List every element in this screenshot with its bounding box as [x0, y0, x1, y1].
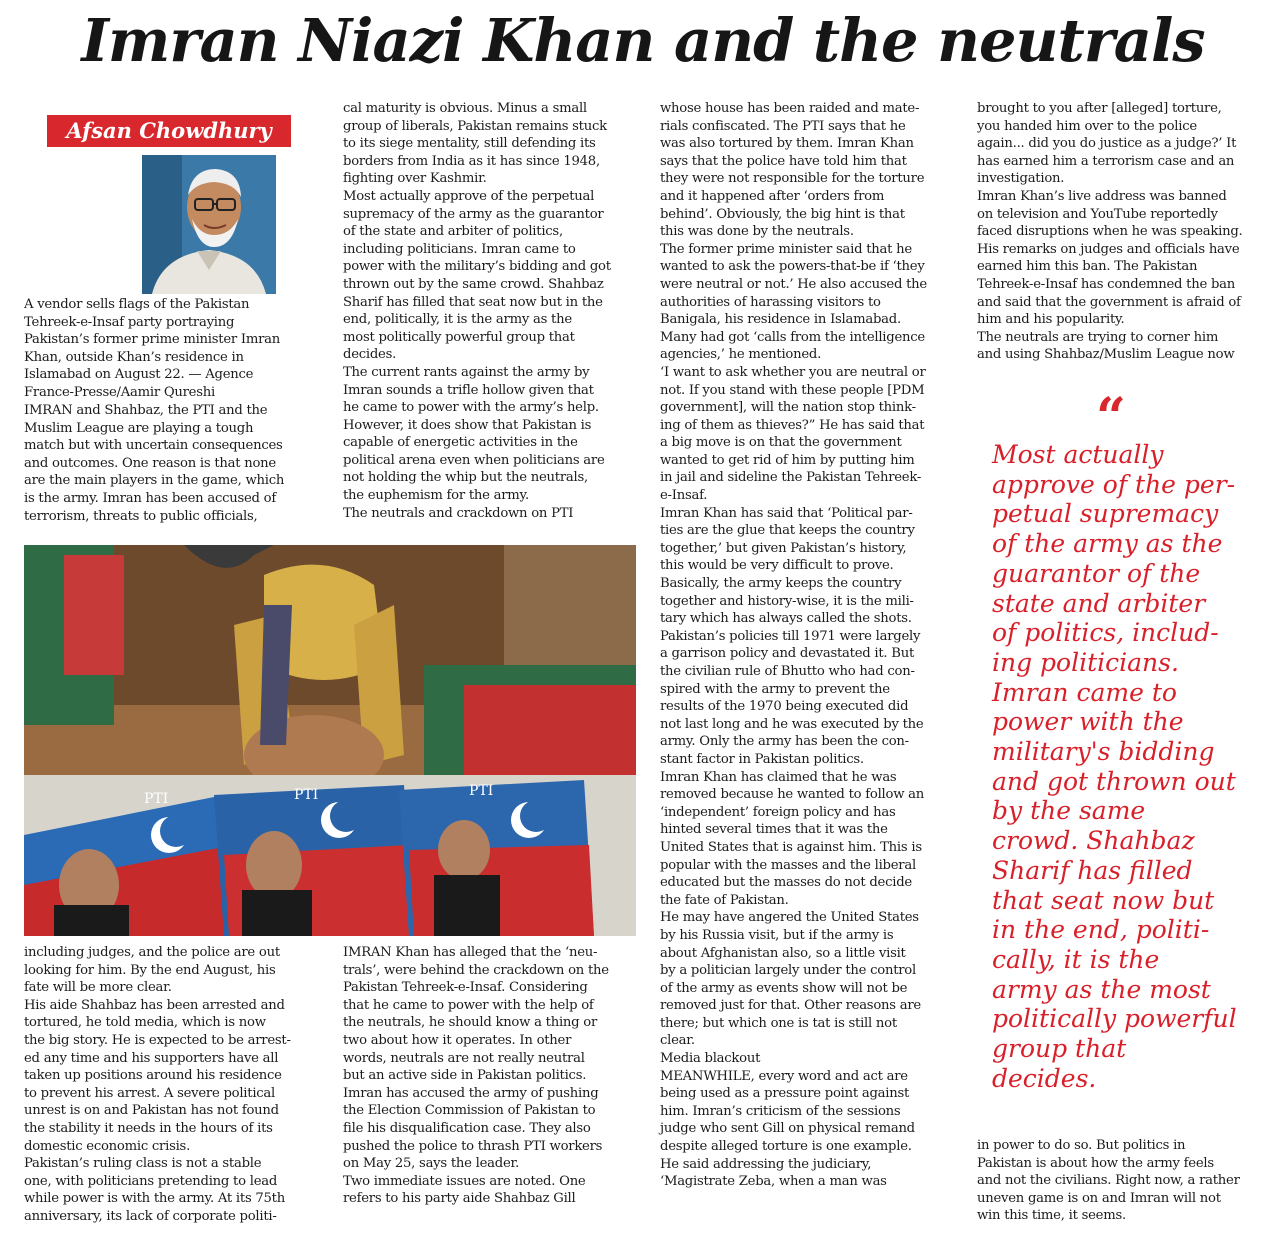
column-4-bottom-text: in power to do so. But politics in Pakistan is about how the army feels and not the civilians. Right now, a rather uneven game is on and Imran will not win this time, it seems.	[977, 1138, 1240, 1224]
column-1-bottom-text: including judges, and the police are out looking for him. By the end August, his fate will be more clear. His aide Shahbaz has been arrested and tortured, he told media, which is now the big story. He is expected to be arrest- ed any time and his supporters have all taken up positions around his residence to prevent his arrest. A severe political unrest is on and Pakistan has not found the stability it needs in the hours of its domestic economic crisis. Pakistan’s ruling class is not a stable one, with politicians pretending to lead while power is with the army. At its 75th anniversary, its lack of corporate politi-	[24, 945, 291, 1224]
column-1-top	[24, 402, 324, 525]
vendor-flags-photo	[24, 545, 636, 936]
quote-mark-icon: “	[1096, 387, 1126, 448]
column-1-bottom	[24, 944, 324, 1226]
column-2-bottom	[343, 944, 643, 1208]
photo-caption	[24, 296, 324, 402]
byline-badge: Afsan Chowdhury	[47, 115, 291, 147]
flag-label-1: PTI	[144, 791, 169, 807]
column-2-top	[343, 100, 643, 522]
flag-label-2: PTI	[294, 787, 319, 803]
column-4-bottom	[977, 1137, 1277, 1225]
headline: Imran Niazi Khan and the neutrals	[81, 6, 1205, 75]
pull-quote: Most actually approve of the per- petual supremacy of the army as the guarantor of the state and arbiter of politics, includ- ing politicians. Imran came to power with the military's bidding and got thrown out by the same crowd. Shahbaz Sharif has filled that seat now but in the end, politi- cally, it is the army as the most politically powerful group that decides.	[992, 440, 1237, 1093]
column-3-text: whose house has been raided and mate- rials confiscated. The PTI says that he was also tortured by them. Imran Khan says that the police have told him that they were not responsible for the torture and it happened after ‘orders from behind’. Obviously, the big hint is that this was done by the neutrals. The former prime minister said that he wanted to ask the powers-that-be if ‘they were neutral or not.’ He also accused the authorities of harassing visitors to Banigala, his residence in Islamabad. Many had got ‘calls from the intelligence agencies,’ he mentioned. ‘I want to ask whether you are neutral or not. If you stand with these people [PDM government], will the nation stop think- ing of them as thieves?” He has said that a big move is on that the government wanted to get rid of him by putting him in jail and sideline the Pakistan Tehreek- e-Insaf. Imran Khan has said that ‘Political par- ties are the glue that keeps the country together,’ but given Pakistan’s history, this would be very difficult to prove. Basically, the army keeps the country together and history-wise, it is the mili- tary which has always called the shots. Pakistan’s policies till 1971 were largely a garrison policy and devastated it. But the civilian rule of Bhutto who had con- spired with the army to prevent the results of the 1970 being executed did not last long and he was executed by the army. Only the army has been the con- stant factor in Pakistan politics. Imran Khan has claimed that he was removed because he wanted to follow an ‘independent’ foreign policy and has hinted several times that it was the United States that is against him. This is popular with the masses and the liberal educated but the masses do not decide the fate of Pakistan. He may have angered the United States by his Russia visit, but if the army is about Afghanistan also, so a little visit by a politician largely under the control of the army as events show will not be removed just for that. Other reasons are there; but which one is tat is still not clear. Media blackout MEANWHILE, every word and act are being used as a pressure point against him. Imran’s criticism of the sessions judge who sent Gill on physical remand despite alleged torture is one example. He said addressing the judiciary, ‘Magistrate Zeba, when a man was	[660, 101, 927, 1190]
photo-caption-text: A vendor sells flags of the Pakistan Tehreek-e-Insaf party portraying Pakistan’s former prime minister Imran Khan, outside Khan’s residence in Islamabad on August 22. — Agence France-Presse/Aamir Qureshi	[24, 297, 280, 400]
column-4-top	[977, 100, 1277, 364]
column-2-bottom-text: IMRAN Khan has alleged that the ‘neu- trals’, were behind the crackdown on the Pakistan Tehreek-e-Insaf. Considering that he came to power with the help of the neutrals, he should know a thing or two about how it operates. In other words, neutrals are not really neutral but an active side in Pakistan politics. Imran has accused the army of pushing the Election Commission of Pakistan to file his disqualification case. They also pushed the police to thrash PTI workers on May 25, says the leader. Two immediate issues are noted. One refers to his party aide Shahbaz Gill	[343, 945, 609, 1207]
column-2-top-text: cal maturity is obvious. Minus a small group of liberals, Pakistan remains stuck to its siege mentality, still defending its borders from India as it has since 1948, fighting over Kashmir. Most actually approve of the perpetual supremacy of the army as the guarantor of the state and arbiter of politics, including politicians. Imran came to power with the military’s bidding and got thrown out by the same crowd. Shahbaz Sharif has filled that seat now but in the end, politically, it is the army as the most politically powerful group that decides. The current rants against the army by Imran sounds a trifle hollow given that he came to power with the army’s help. However, it does show that Pakistan is capable of energetic activities in the political arena even when politicians are not holding the whip but the neutrals, the euphemism for the army. The neutrals and crackdown on PTI	[343, 101, 611, 521]
author-portrait-image	[142, 155, 276, 294]
column-3	[660, 100, 960, 1191]
column-4-top-text: brought to you after [alleged] torture, you handed him over to the police again... did you do justice as a judge?’ It has earned him a terrorism case and an investigation. Imran Khan’s live address was banned on television and YouTube reportedly faced disruptions when he was speaking. His remarks on judges and officials have earned him this ban. The Pakistan Tehreek-e-Insaf has condemned the ban and said that the government is afraid of him and his popularity. The neutrals are trying to corner him and using Shahbaz/Muslim League now	[977, 101, 1243, 363]
column-1-top-text: IMRAN and Shahbaz, the PTI and the Muslim League are playing a tough match but with uncertain consequences and outcomes. One reason is that none are the main players in the game, which is the army. Imran has been accused of terrorism, threats to public officials,	[24, 403, 285, 524]
author-portrait	[142, 155, 276, 294]
vendor-flags-image	[24, 545, 636, 936]
flag-label-3: PTI	[469, 783, 494, 799]
